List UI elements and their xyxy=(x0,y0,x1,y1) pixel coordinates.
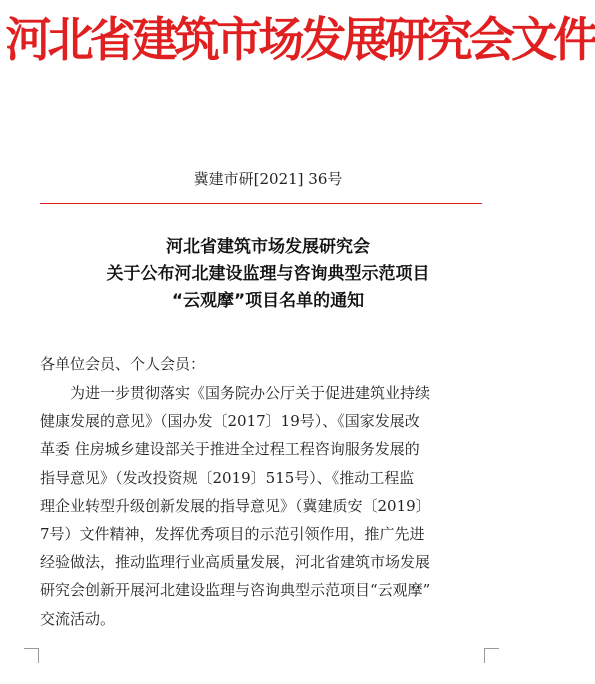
red-divider-line xyxy=(40,203,482,204)
body-line-5: 理企业转型升级创新发展的指导意见》（冀建质安〔2019〕 xyxy=(40,496,431,515)
body-line-2: 健康发展的意见》（国办发〔2017〕19号）、《国家发展改 xyxy=(40,412,420,431)
body-line-6: 7号）文件精神，发挥优秀项目的示范引领作用，推广先进 xyxy=(40,525,425,544)
notice-title-line-2: 关于公布河北建设监理与咨询典型示范项目 xyxy=(106,264,430,284)
body-line-3: 革委 住房城乡建设部关于推进全过程工程咨询服务发展的 xyxy=(40,440,420,459)
document-number: 冀建市研[2021] 36号 xyxy=(193,170,343,188)
body-line-4: 指导意见》（发改投资规〔2019〕515号）、《推动工程监 xyxy=(40,468,415,487)
page-crop-mark-left xyxy=(24,648,39,663)
notice-title xyxy=(0,234,536,315)
body-line-8: 研究会创新开展河北建设监理与咨询典型示范项目“云观摩” xyxy=(40,581,431,600)
body-line-7: 经验做法，推动监理行业高质量发展，河北省建筑市场发展 xyxy=(40,553,431,572)
page-crop-mark-right xyxy=(484,648,499,663)
body-line-9: 交流活动。 xyxy=(40,609,116,628)
document-header-title: 河北省建筑市场发展研究会文件 xyxy=(5,13,595,68)
notice-title-line-1: 河北省建筑市场发展研究会 xyxy=(166,237,370,257)
body-line-1: 为进一步贯彻落实《国务院办公厅关于促进建筑业持续 xyxy=(70,384,431,402)
body-paragraph xyxy=(40,379,486,633)
salutation: 各单位会员、个人会员： xyxy=(40,355,206,373)
notice-title-line-3: “云观摩”项目名单的通知 xyxy=(171,291,365,311)
